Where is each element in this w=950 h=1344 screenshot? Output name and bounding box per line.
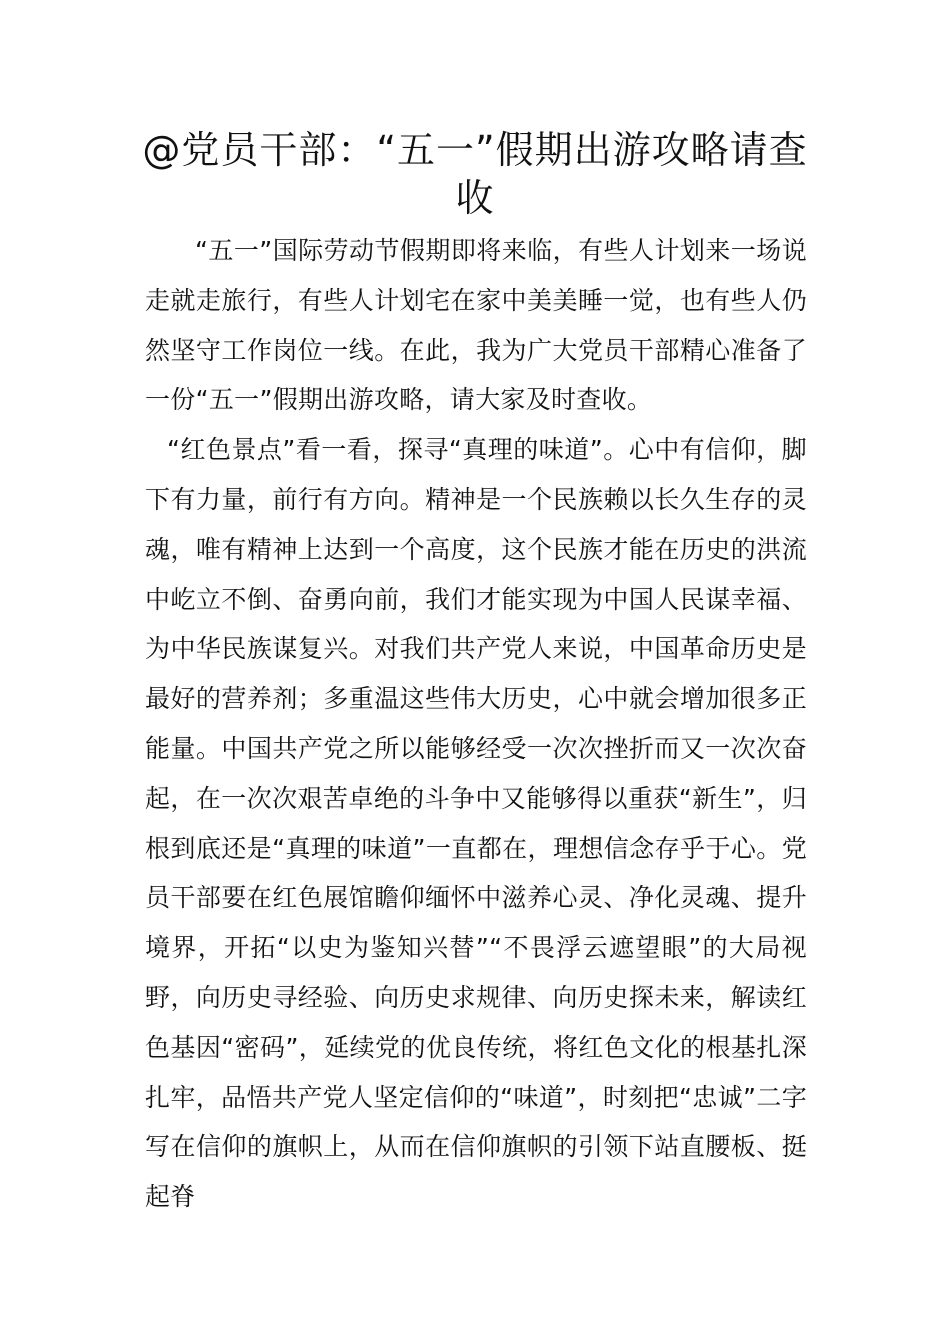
- document-body: [145, 226, 807, 1222]
- document-title: @党员干部：“五一”假期出游攻略请查收: [142, 128, 808, 220]
- paragraph-red-sites: “红色景点”看一看，探寻“真理的味道”。心中有信仰，脚下有力量，前行有方向。精神是一个民族赖以长久生存的灵魂，唯有精神上达到一个高度，这个民族才能在历史的洪流中屹立不倒、奋勇向前，我们才能实现为中国人民谋幸福、为中华民族谋复兴。对我们共产党人来说，中国革命历史是最好的营养剂；多重温这些伟大历史，心中就会增加很多正能量。中国共产党之所以能够经受一次次挫折而又一次次奋起，在一次次艰苦卓绝的斗争中又能够得以重获“新生”，归根到底还是“真理的味道”一直都在，理想信念存乎于心。党员干部要在红色展馆瞻仰缅怀中滋养心灵、净化灵魂、提升境界，开拓“以史为鉴知兴替”“不畏浮云遮望眼”的大局视野，向历史寻经验、向历史求规律、向历史探未来，解读红色基因“密码”，延续党的优良传统，将红色文化的根基扎深扎牢，品悟共产党人坚定信仰的“味道”，时刻把“忠诚”二字写在信仰的旗帜上，从而在信仰旗帜的引领下站直腰板、挺起脊: [145, 435, 807, 1212]
- paragraph-intro: “五一”国际劳动节假期即将来临，有些人计划来一场说走就走旅行，有些人计划宅在家中美美睡一觉，也有些人仍然坚守工作岗位一线。在此，我为广大党员干部精心准备了一份“五一”假期出游攻略，请大家及时查收。: [145, 236, 807, 415]
